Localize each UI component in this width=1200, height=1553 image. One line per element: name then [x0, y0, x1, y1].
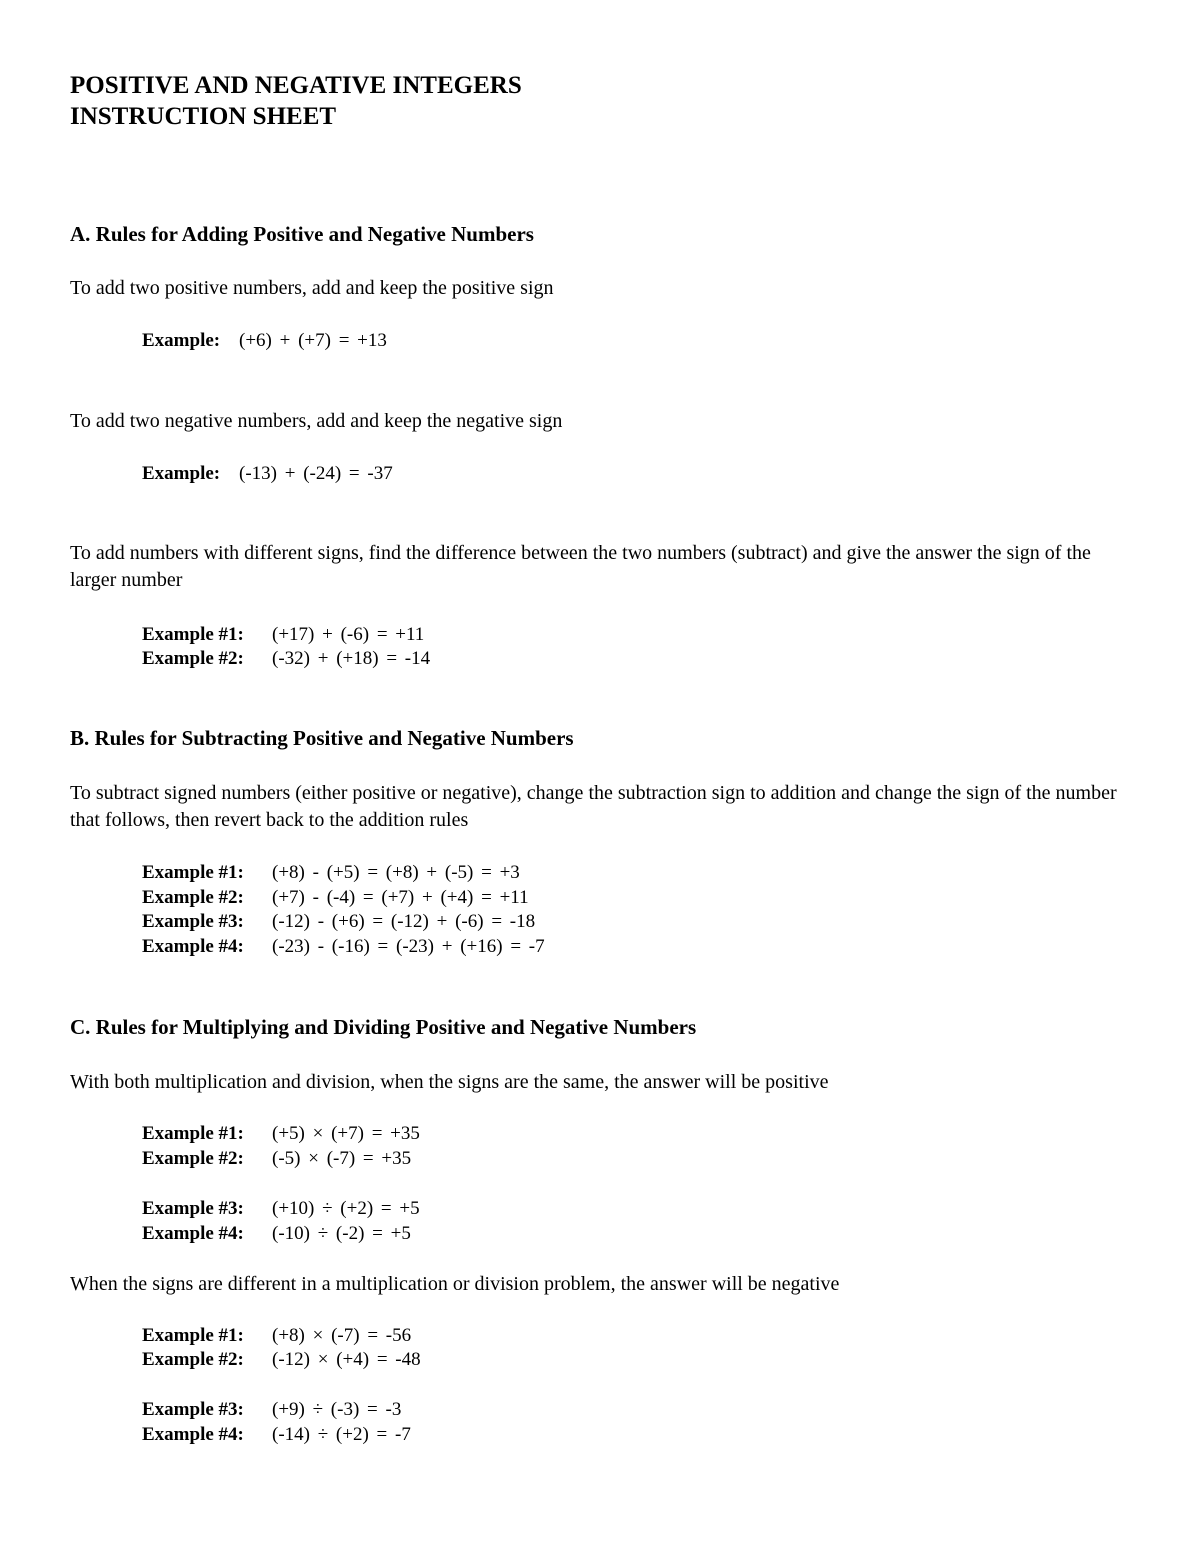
example-expression: (-14) ÷ (+2) = -7 [272, 1424, 411, 1445]
example-expression: (+8) - (+5) = (+8) + (-5) = +3 [272, 862, 520, 883]
example-expression: (-23) - (-16) = (-23) + (+16) = -7 [272, 936, 545, 957]
section-c-rule-different-signs: When the signs are different in a multiplication or division problem, the answer will be negative [70, 1273, 840, 1295]
example-expression: (+9) ÷ (-3) = -3 [272, 1399, 402, 1420]
section-a-rule-2: To add two negative numbers, add and keep the negative sign [70, 410, 563, 432]
section-b-heading: B. Rules for Subtracting Positive and Negative Numbers [70, 726, 574, 750]
example-expression: (-32) + (+18) = -14 [272, 648, 431, 669]
example-expression: (+17) + (-6) = +11 [272, 624, 425, 645]
section-c-diff-example-4 [142, 1422, 411, 1447]
section-c-diff-example-1 [142, 1323, 411, 1348]
section-a-heading: A. Rules for Adding Positive and Negative Numbers [70, 222, 534, 246]
section-c-same-example-2 [142, 1146, 411, 1171]
section-b-rule: To subtract signed numbers (either positive or negative), change the subtraction sign to addition and change the sign of the number that follows, then revert back to the addition rules [70, 782, 1117, 831]
section-a-rule-1-example [142, 328, 387, 353]
example-label: Example #4: [142, 1223, 244, 1244]
example-expression: (-10) ÷ (-2) = +5 [272, 1223, 411, 1244]
example-label: Example #2: [142, 1349, 244, 1370]
section-c-same-example-1 [142, 1121, 420, 1146]
example-expression: (+6) + (+7) = +13 [239, 330, 387, 351]
section-b-example-2 [142, 885, 529, 910]
example-label: Example #3: [142, 911, 244, 932]
section-a-rule-3-example-2 [142, 646, 430, 671]
section-b-example-1 [142, 860, 520, 885]
example-label: Example: [142, 463, 221, 484]
example-label: Example #1: [142, 1325, 244, 1346]
title-line-1: POSITIVE AND NEGATIVE INTEGERS [70, 72, 522, 99]
section-a-rule-2-example [142, 461, 393, 486]
title-line-2: INSTRUCTION SHEET [70, 103, 337, 130]
example-expression: (+7) - (-4) = (+7) + (+4) = +11 [272, 887, 529, 908]
section-c-same-example-3 [142, 1196, 420, 1221]
section-c-rule-same-signs: With both multiplication and division, when the signs are the same, the answer will be positive [70, 1071, 829, 1093]
example-label: Example #1: [142, 1123, 244, 1144]
section-a-rule-3: To add numbers with different signs, find the difference between the two numbers (subtract) and give the answer the sign of the larger number [70, 542, 1091, 591]
section-c-diff-example-2 [142, 1347, 421, 1372]
example-label: Example #3: [142, 1198, 244, 1219]
example-label: Example #2: [142, 648, 244, 669]
example-expression: (+10) ÷ (+2) = +5 [272, 1198, 420, 1219]
example-label: Example #4: [142, 1424, 244, 1445]
example-expression: (+8) × (-7) = -56 [272, 1325, 412, 1346]
section-c-heading: C. Rules for Multiplying and Dividing Positive and Negative Numbers [70, 1015, 697, 1039]
example-expression: (-12) × (+4) = -48 [272, 1349, 421, 1370]
example-label: Example: [142, 330, 221, 351]
example-label: Example #1: [142, 862, 244, 883]
section-c-diff-example-3 [142, 1397, 401, 1422]
section-a-rule-1: To add two positive numbers, add and keep the positive sign [70, 277, 554, 299]
example-label: Example #4: [142, 936, 244, 957]
example-label: Example #1: [142, 624, 244, 645]
section-b-example-3 [142, 909, 535, 934]
section-a-rule-3-example-1 [142, 622, 424, 647]
example-label: Example #2: [142, 887, 244, 908]
example-label: Example #2: [142, 1148, 244, 1169]
section-b-example-4 [142, 934, 545, 959]
example-expression: (-13) + (-24) = -37 [239, 463, 393, 484]
page-title [70, 70, 522, 132]
example-expression: (-5) × (-7) = +35 [272, 1148, 412, 1169]
example-expression: (-12) - (+6) = (-12) + (-6) = -18 [272, 911, 536, 932]
example-label: Example #3: [142, 1399, 244, 1420]
section-c-same-example-4 [142, 1221, 411, 1246]
example-expression: (+5) × (+7) = +35 [272, 1123, 420, 1144]
